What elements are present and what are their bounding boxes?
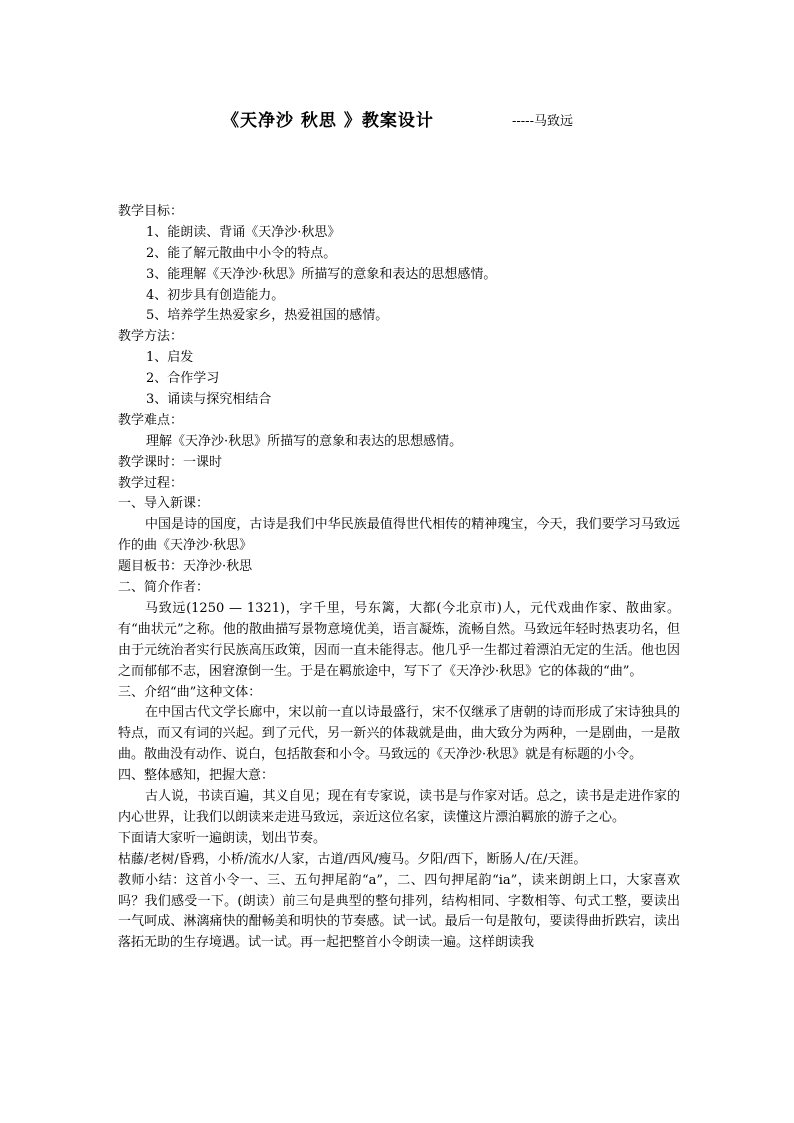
document-author: -----马致远	[512, 114, 573, 129]
title-row	[0, 106, 794, 132]
process-heading: 教学过程：	[118, 475, 184, 491]
section-heading-intro: 一、导入新课：	[118, 496, 210, 512]
objective-item: 1、能朗读、背诵《天净沙·秋思》	[146, 224, 341, 240]
section-text-author: 马致远(1250 — 1321)，字千里，号东篱，大都(今北京市)人，元代戏曲作家、散曲家。有“曲状元”之称。他的散曲描写景物意境优美，语言凝炼，流畅自然。马致远年轻时热衷功名，但由于元统治者实行民族高压政策，因而一直未能得志。他几乎一生都过着漂泊无定的生活。他也因之而郁郁不志，困窘潦倒一生。于是在羁旅途中，写下了《天净沙·秋思》它的体裁的“曲”。	[118, 600, 680, 679]
objective-item: 4、初步具有创造能力。	[146, 287, 285, 303]
objective-item: 2、能了解元散曲中小令的特点。	[146, 245, 337, 261]
method-item: 3、诵读与探究相结合	[146, 392, 272, 408]
class-hours: 教学课时：一课时	[118, 454, 223, 470]
section-text-intro: 中国是诗的国度，古诗是我们中华民族最值得世代相传的精神瑰宝，今天，我们要学习马致远作的曲《天净沙·秋思》	[118, 517, 680, 554]
document-body	[118, 202, 680, 954]
teacher-summary: 教师小结：这首小令一、三、五句押尾韵“a”，二、四句押尾韵“ia”，读来朗朗上口，大家喜欢吗？我们感受一下。(朗读）前三句是典型的整句排列，结构相同、字数相等、句式工整，要读出一气呵成、淋漓痛快的酣畅美和明快的节奏感。试一试。最后一句是散句，要读得曲折跌宕，读出落拓无助的生存境遇。试一试。再一起把整首小令朗读一遍。这样朗读我	[118, 872, 680, 951]
method-item: 1、启发	[146, 350, 194, 366]
rhythm-division: 枯藤/老树/昏鸦，小桥/流水/人家，古道/西风/瘦马。夕阳/西下，断肠人/在/天涯。	[118, 851, 587, 867]
document-title: 《天净沙 秋思 》教案设计	[222, 111, 434, 131]
objective-item: 5、培养学生热爱家乡，热爱祖国的感情。	[146, 308, 389, 324]
listen-instruction: 下面请大家听一遍朗读，划出节奏。	[118, 830, 327, 846]
objective-item: 3、能理解《天净沙·秋思》所描写的意象和表达的思想感情。	[146, 266, 497, 282]
section-text-genre: 在中国古代文学长廊中，宋以前一直以诗最盛行，宋不仅继承了唐朝的诗而形成了宋诗独具的特点，而又有词的兴起。到了元代，另一新兴的体裁就是曲，曲大致分为两种，一是剧曲，一是散曲。散曲没有动作、说白，包括散套和小令。马致远的《天净沙·秋思》就是有标题的小令。	[118, 705, 680, 763]
board-title: 题目板书：天净沙·秋思	[118, 559, 253, 575]
objectives-heading: 教学目标：	[118, 204, 184, 219]
section-heading-author: 二、简介作者：	[118, 580, 210, 596]
method-item: 2、合作学习	[146, 371, 220, 387]
section-heading-perception: 四、整体感知，把握大意：	[118, 768, 275, 784]
difficulty-heading: 教学难点：	[118, 412, 184, 428]
section-heading-genre: 三、介绍“曲”这种文体：	[118, 684, 262, 700]
methods-heading: 教学方法：	[118, 329, 184, 345]
difficulty-text: 理解《天净沙·秋思》所描写的意象和表达的思想感情。	[146, 433, 463, 449]
section-text-perception: 古人说，书读百遍，其义自见；现在有专家说，读书是与作家对话。总之，读书是走进作家的内心世界，让我们以朗读来走进马致远，亲近这位名家，读懂这片漂泊羁旅的游子之心。	[118, 789, 680, 825]
